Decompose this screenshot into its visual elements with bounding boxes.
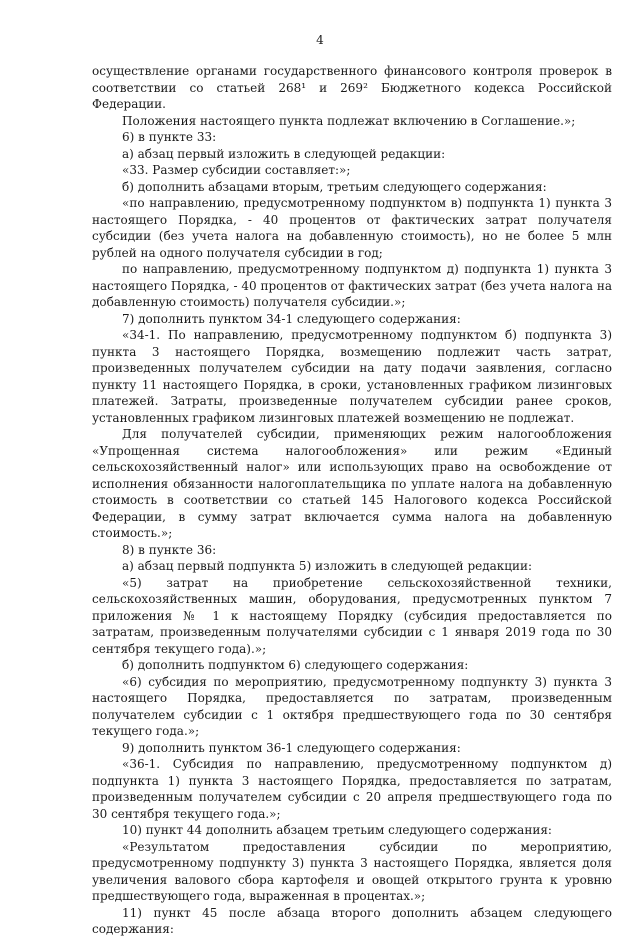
paragraph: Положения настоящего пункта подлежат включению в Соглашение.»; — [122, 113, 576, 128]
paragraph: 7) дополнить пунктом 34-1 следующего содержания: — [122, 311, 461, 326]
paragraph: а) абзац первый изложить в следующей редакции: — [122, 146, 446, 161]
paragraph: б) дополнить подпунктом 6) следующего содержания: — [122, 658, 469, 672]
paragraph: осуществление органами государственного финансового контроля проверок в соответствии со статьей 268¹ и 269² Бюджетного кодекса Российской Федерации. — [92, 64, 612, 111]
paragraph: 8) в пункте 36: — [122, 542, 217, 557]
paragraph: 9) дополнить пунктом 36-1 следующего содержания: — [122, 740, 461, 755]
paragraph: 11) пункт 45 после абзаца второго дополнить абзацем следующего содержания: — [92, 905, 612, 936]
paragraph: а) абзац первый подпункта 5) изложить в следующей редакции: — [122, 559, 533, 573]
paragraph: «Результатом предоставления субсидии по мероприятию, предусмотренному подпункту 3) пункта 3 настоящего Порядка, является доля увеличения валового сбора картофеля и овощей открытого грунта к уровню предшествующего года, выраженная в процентах.»; — [92, 839, 612, 903]
paragraph: «5) затрат на приобретение сельскохозяйственной техники, сельскохозяйственных машин, оборудования, предусмотренных пунктом 7 приложения № 1 к настоящему Порядку (субсидия предоставляется по затратам, произведенным получателями субсидии с 1 января 2019 года по 30 сентября текущего года).»; — [92, 575, 612, 656]
paragraph: «по направлению, предусмотренному подпунктом в) подпункта 1) пункта 3 настоящего Порядка, - 40 процентов от фактических затрат получателя субсидии (без учета налога на добавленную стоимость), но не более 5 млн рублей на одного получателя субсидии в год; — [92, 196, 612, 260]
paragraph: «6) субсидия по мероприятию, предусмотренному подпункту 3) пункта 3 настоящего Порядка, предоставляется по затратам, произведенным получателем субсидии с 1 октября предшествующего года по 30 сентября текущего года.»; — [92, 674, 612, 738]
document-body — [92, 63, 612, 938]
paragraph: «34-1. По направлению, предусмотренному подпунктом б) подпункта 3) пункта 3 настоящего Порядка, возмещению подлежит часть затрат, произведенных получателем субсидии на дату подачи заявления, согласно пункту 11 настоящего Порядка, в сроки, установленных графиком лизинговых платежей. Затраты, произведенные получателем субсидии ранее сроков, установленных графиком лизинговых платежей возмещению не подлежат. — [92, 328, 612, 425]
paragraph: «36-1. Субсидия по направлению, предусмотренному подпунктом д) подпункта 1) пункта 3 настоящего Порядка, предоставляется по затратам, произведенным получателем субсидии с 20 апреля предшествующего года по 30 сентября текущего года.»; — [92, 757, 612, 821]
paragraph: б) дополнить абзацами вторым, третьим следующего содержания: — [122, 179, 547, 194]
paragraph: 10) пункт 44 дополнить абзацем третьим следующего содержания: — [122, 823, 552, 837]
paragraph: 6) в пункте 33: — [122, 130, 217, 144]
paragraph: «33. Размер субсидии составляет:»; — [122, 163, 351, 177]
paragraph: по направлению, предусмотренному подпунктом д) подпункта 1) пункта 3 настоящего Порядка, - 40 процентов от фактических затрат (без учета налога на добавленную стоимость) получателя субсидии.»; — [92, 262, 612, 309]
page-number: 4 — [316, 33, 324, 47]
paragraph: Для получателей субсидии, применяющих режим налогообложения «Упрощенная система налогообложения» или режим «Единый сельскохозяйственный налог» или использующих право на освобождение от исполнения обязанности налогоплательщика по уплате налога на добавленную стоимость в соответствии со статьей 145 Налогового кодекса Российской Федерации, в сумму затрат включается сумма налога на добавленную стоимость.»; — [92, 427, 612, 540]
